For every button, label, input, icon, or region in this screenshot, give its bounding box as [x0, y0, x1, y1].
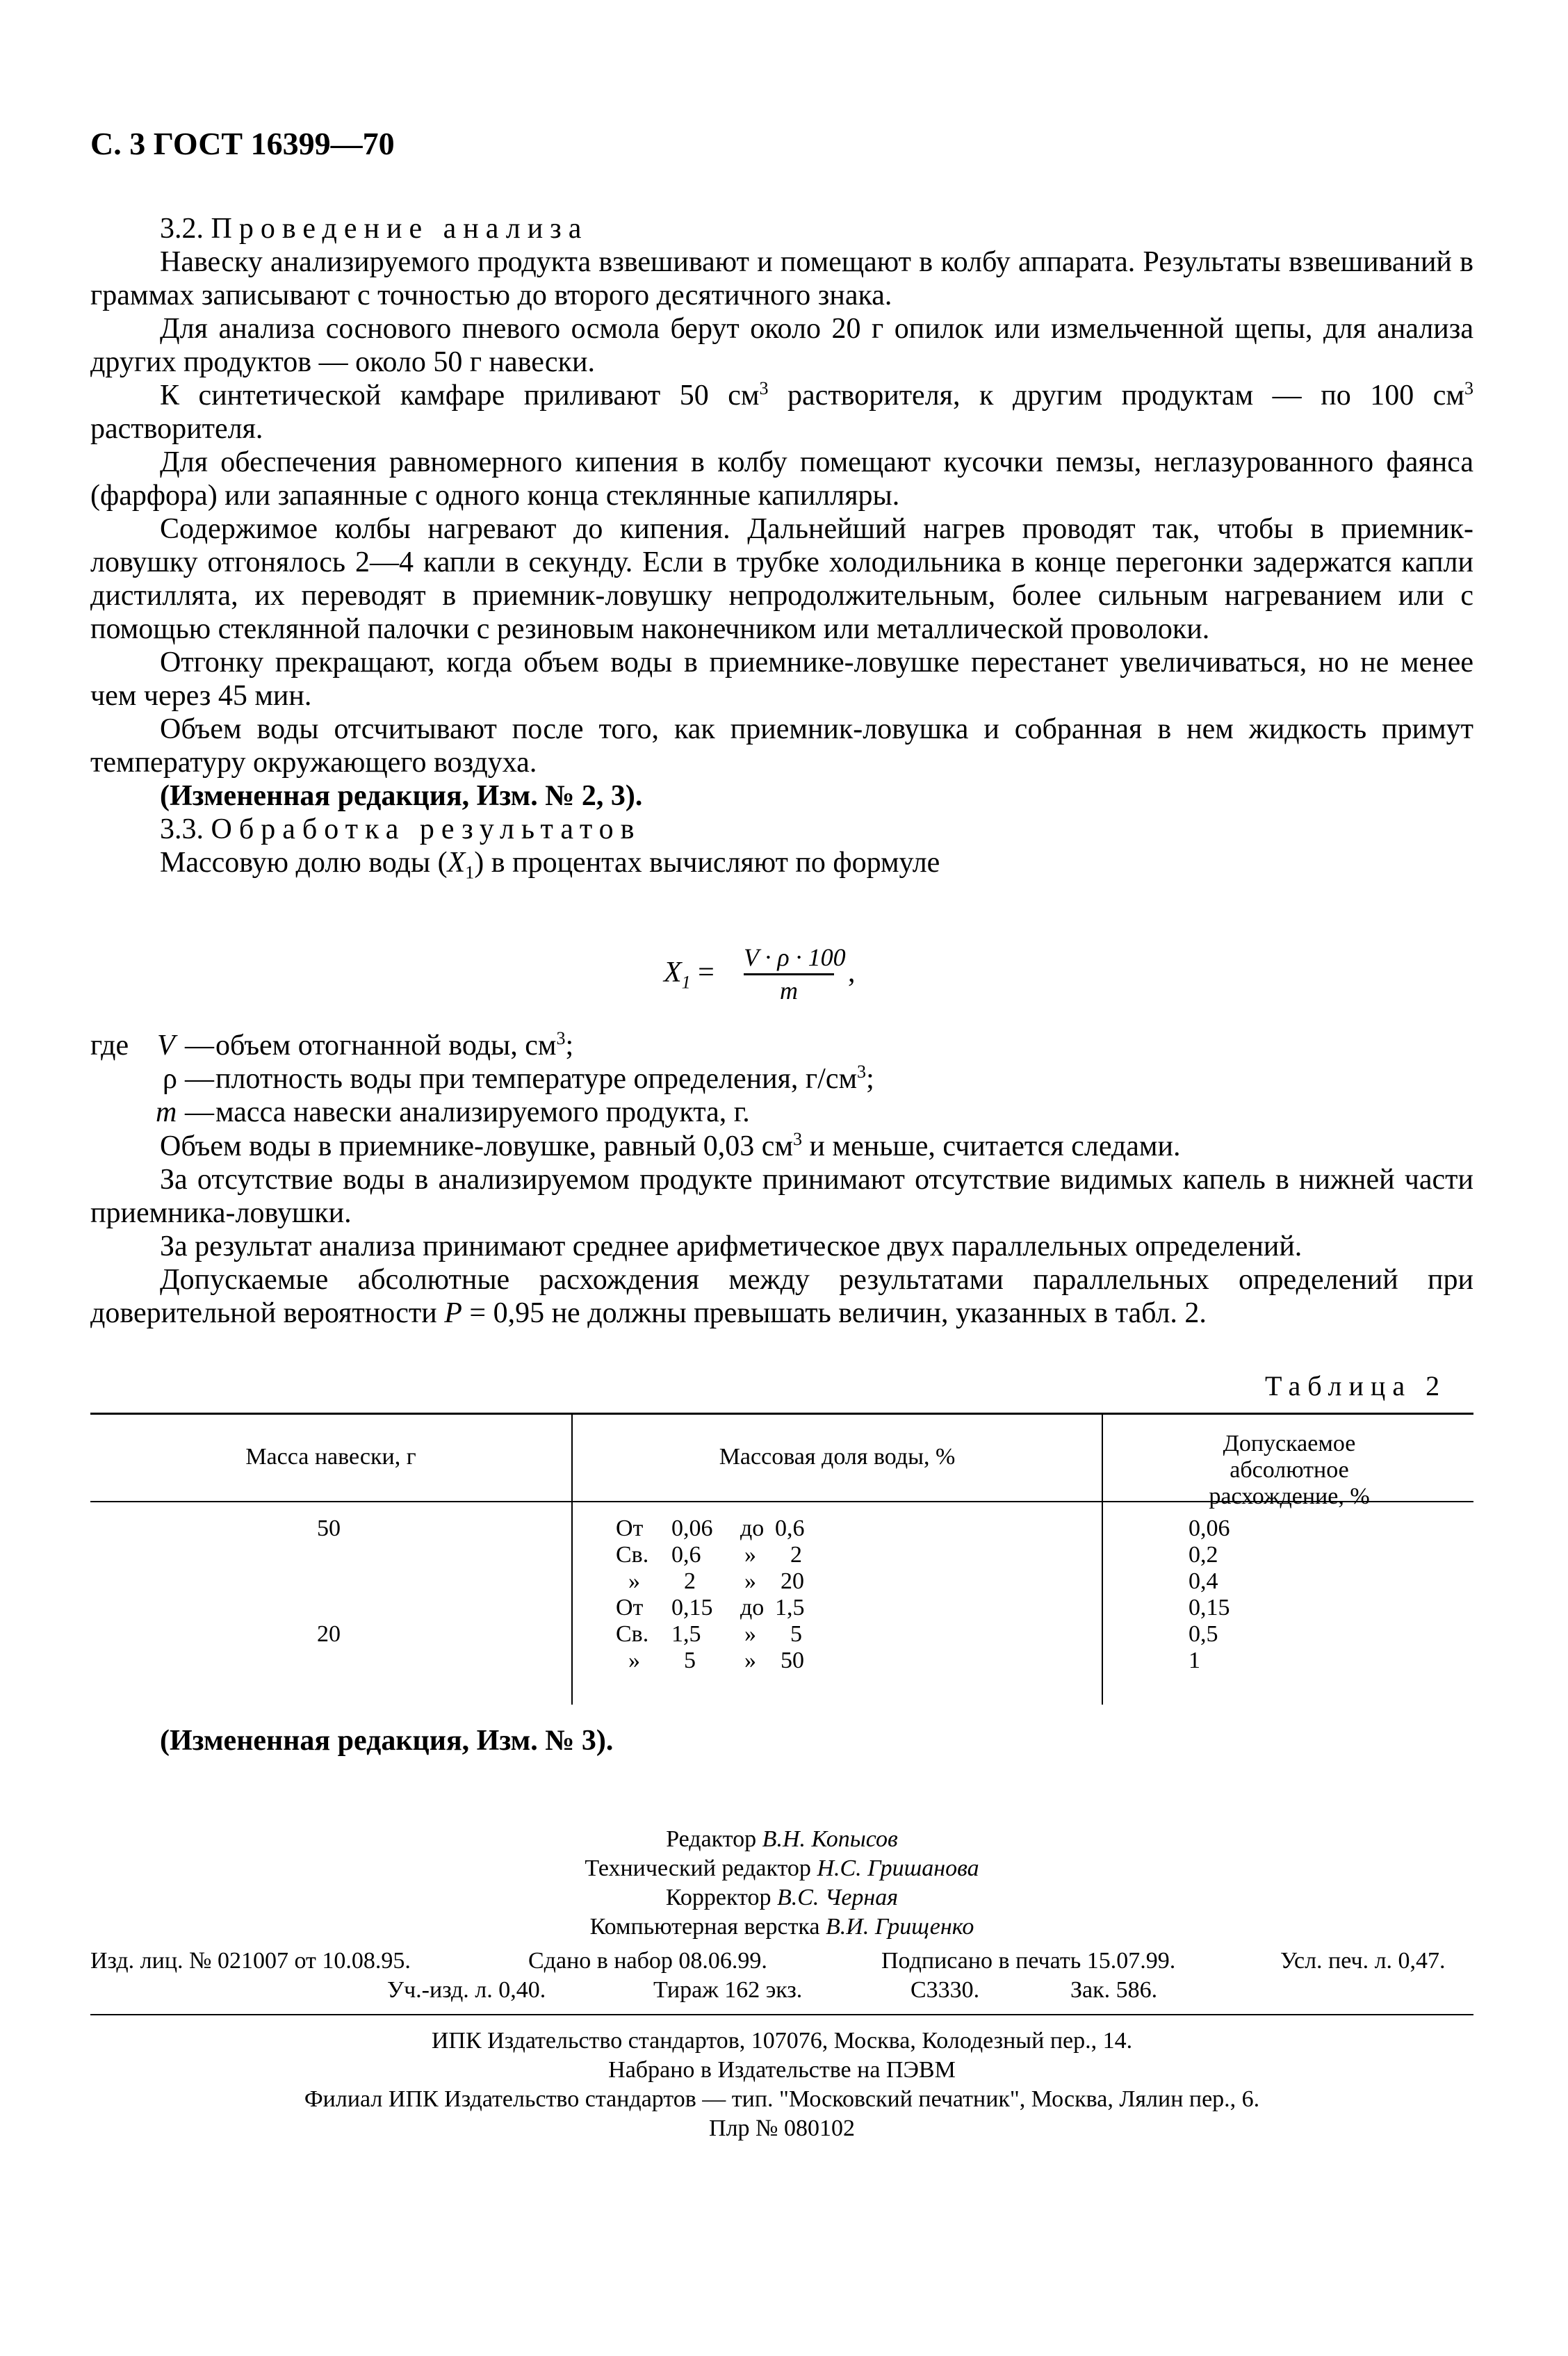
formula-denominator: m: [780, 977, 798, 1005]
imprint-divider: [90, 2014, 1473, 2015]
formula-lhs: $X_1$ =: [664, 957, 714, 993]
paragraph: Для анализа соснового пневого осмола берут около 20 г опилок или измельченной щепы, для анализа других продуктов — около 50 г навески.: [90, 313, 1473, 378]
paragraph: Навеску анализируемого продукта взвешивают и помещают в колбу аппарата. Результаты взвешиваний в граммах записывают с точностью до второго десятичного знака.: [90, 246, 1473, 311]
document-page: С. 3 ГОСТ 16399—70 3.2. Проведение анализа Навеску анализируемого продукта взвешивают и помещают в колбу аппарата. Результаты взвешиваний в граммах записывают с точностью до второго десятичного знака. Для анализа соснового пневого осмола берут около 20 г опилок или измельченной щепы, для анализа других продуктов — около 50 г навески. К синтетической камфаре приливают 50 $см^3$ растворителя, к другим продуктам — по 100 $см^3$ растворителя. Для обеспечения равномерного кипения в колбу помещают кусочки пемзы, неглазурованного фаянса (фарфора) или запаянные с одного конца стеклянные капилляры. Содержимое колбы нагревают до кипения. Дальнейший нагрев проводят так, чтобы в приемник-ловушку отгонялось 2—4 капли в секунду. Если в трубке холодильника в конце перегонки задержатся капли дистиллята, их переводят в приемник-ловушку непродолжительным, более сильным нагреванием или с помощью стеклянной палочки с резиновым наконечником или металлической проволоки. Отгонку прекращают, когда объем воды в приемнике-ловушке перестанет увеличиваться, но не менее чем через 45 мин. Объем воды отсчитывают после того, как приемник-ловушка и собранная в нем жидкость примут температуру окружающего воздуха. (Измененная редакция, Изм. № 2, 3). 3.3. Обработка результатов Массовую долю воды $(X_1)$ в процентах вычисляют по формуле $X_1$ = V · ρ · 100 m , где V — объем отогнанной воды, $см^3$; ρ — плотность воды при температуре определения, $г/см^3$; m — масса навески анализируемого продукта, г. Объем воды в приемнике-ловушке, равный 0,03 $см^3$ и меньше, считается следами. За отсутствие воды в анализируемом продукте принимают отсутствие видимых капель в нижней части приемника-ловушки. За результат анализа принимают среднее арифметическое двух параллельных определений. Допускаемые абсолютные расхождения между результатами параллельных определений при доверительной вероятности P = 0,95 не должны превышать величин, указанных в табл. 2. Таблица 2 Масса навески, г Массовая доля воды, % Допускаемое абсолютное расхождение, % 50 20 От Св. » От Св. » 0,06 0,6 2 0,15 1,5 5 до » » до » » 0,6 2 20 1,5 5 50 0,06 0,2 0,4 0,15 0,5 1 (Измененная редакция, Изм. № 3). Редактор В.Н. Копысов Технический редактор Н.С. Гришанова Корректор В.С. Черная Компьютерная верстка В.И. Грищенко Изд. лиц. № 021007 от 10.08.95. Сдано в набор 08.06.99. Подписано в печать 15.07.99. Усл. печ. л. 0,47. Уч.-изд. л. 0,40. Тираж 162 экз. С3330. Зак. 586. ИПК Издательство стандартов, 107076, Москва, Колодезный пер., 14. Набрано в Издательстве на ПЭВМ Филиал ИПК Издательство стандартов — тип. "Московский печатник", Москва, Лялин пер., 6. Плр № 080102: [0, 0, 1568, 2356]
credit-tech-editor: Технический редактор Н.С. Гришанова: [585, 1855, 979, 1881]
table-caption: Таблица 2: [1265, 1370, 1447, 1402]
paragraph: За результат анализа принимают среднее арифметическое двух параллельных определений.: [160, 1230, 1302, 1262]
credit-proofreader: Корректор В.С. Черная: [665, 1885, 899, 1910]
section-3-2: [90, 212, 1473, 883]
publisher-line: Набрано в Издательстве на ПЭВМ: [608, 2057, 956, 2083]
imprint-license: Изд. лиц. № 021007 от 10.08.95.: [90, 1948, 411, 1974]
standard-number: ГОСТ 16399—70: [153, 126, 395, 161]
imprint-row: [90, 1947, 1473, 1976]
imprint-row: [90, 1976, 1473, 2005]
results-text: [90, 1130, 1473, 1330]
table-col-from: 0,06 0,6 2 0,15 1,5 5: [671, 1516, 713, 1673]
section-3-2-heading: 3.2. Проведение анализа: [160, 213, 589, 245]
table-header-cell: Допускаемое абсолютное расхождение, %: [1209, 1431, 1370, 1509]
imprint-order: Зак. 586.: [1070, 1977, 1158, 2003]
paragraph: Допускаемые абсолютные расхождения между результатами параллельных определений при доверительной вероятности P = 0,95 не должны превышать величин, указанных в табл. 2.: [90, 1264, 1473, 1329]
table-header-cell: Массовая доля воды, %: [719, 1444, 956, 1470]
credit-layout: Компьютерная верстка В.И. Грищенко: [589, 1914, 974, 1940]
paragraph: Содержимое колбы нагревают до кипения. Дальнейший нагрев проводят так, чтобы в приемник-ловушку отгонялось 2—4 капли в секунду. Если в трубке холодильника в конце перегонки задержатся капли дистиллята, их переводят в приемник-ловушку непродолжительным, более сильным нагреванием или с помощью стеклянной палочки с резиновым наконечником или металлической проволоки.: [90, 513, 1473, 645]
paragraph: Для обеспечения равномерного кипения в колбу помещают кусочки пемзы, неглазурованного фаянса (фарфора) или запаянные с одного конца стеклянные капилляры.: [90, 446, 1473, 512]
publisher-line: Плр № 080102: [709, 2115, 855, 2141]
table-header-cell: Масса навески, г: [245, 1444, 416, 1470]
formula-numerator: V · ρ · 100: [744, 943, 846, 971]
table-col-mid: до » » до » »: [740, 1516, 765, 1673]
imprint-typeset: Сдано в набор 08.06.99.: [528, 1948, 767, 1974]
table-cell-mass: 20: [317, 1621, 341, 1647]
imprint-block: [90, 1947, 1473, 2005]
paragraph: Объем воды в приемнике-ловушке, равный 0,03 $см^3$ и меньше, считается следами.: [160, 1129, 1181, 1162]
table-top-rule: [90, 1413, 1473, 1415]
amendment-note-final: (Измененная редакция, Изм. № 3).: [160, 1725, 614, 1757]
amendment-note: (Измененная редакция, Изм. № 2, 3).: [160, 780, 643, 812]
imprint-signed: Подписано в печать 15.07.99.: [881, 1948, 1176, 1974]
section-3-2-title: Проведение анализа: [211, 213, 589, 245]
table-column-divider: [1102, 1413, 1103, 1705]
paragraph: Отгонку прекращают, когда объем воды в приемнике-ловушке перестанет увеличиваться, но не менее чем через 45 мин.: [90, 647, 1473, 712]
imprint-code: С3330.: [910, 1977, 980, 2003]
formula-fraction: [744, 942, 846, 1006]
table-col-to: 0,6 2 20 1,5 5 50: [775, 1516, 805, 1673]
publisher-block: [90, 2026, 1473, 2143]
paragraph: За отсутствие воды в анализируемом продукте принимают отсутствие видимых капель в нижней части приемника-ловушки.: [90, 1164, 1473, 1229]
credit-editor: Редактор В.Н. Копысов: [666, 1826, 898, 1852]
paragraph: Объем воды отсчитывают после того, как приемник-ловушка и собранная в нем жидкость примут температуру окружающего воздуха.: [90, 713, 1473, 779]
page-number: С. 3: [90, 126, 146, 161]
paragraph: К синтетической камфаре приливают 50 $см^3$ растворителя, к другим продуктам — по 100 $см^3$ растворителя.: [90, 378, 1473, 445]
publisher-line: Филиал ИПК Издательство стандартов — тип. "Московский печатник", Москва, Лялин пер., 6.: [304, 2086, 1260, 2112]
credits-block: [90, 1825, 1473, 1942]
page-header: [90, 125, 395, 162]
section-3-3-title: Обработка результатов: [211, 813, 642, 845]
table-cell-mass: 50: [317, 1516, 341, 1541]
section-3-3-heading: 3.3. Обработка результатов: [160, 813, 642, 845]
imprint-run: Тираж 162 экз.: [653, 1977, 803, 2003]
tolerance-table: [90, 1413, 1473, 1705]
table-col-prefix: От Св. » От Св. »: [616, 1516, 649, 1673]
imprint-edit-sheets: Уч.-изд. л. 0,40.: [387, 1977, 546, 2003]
table-col-tolerance: 0,06 0,2 0,4 0,15 0,5 1: [1189, 1516, 1230, 1673]
imprint-print-sheets: Усл. печ. л. 0,47.: [1280, 1948, 1446, 1974]
publisher-line: ИПК Издательство стандартов, 107076, Москва, Колодезный пер., 14.: [431, 2028, 1133, 2054]
formula-intro: Массовую долю воды $(X_1)$ в процентах вычисляют по формуле: [160, 847, 940, 883]
